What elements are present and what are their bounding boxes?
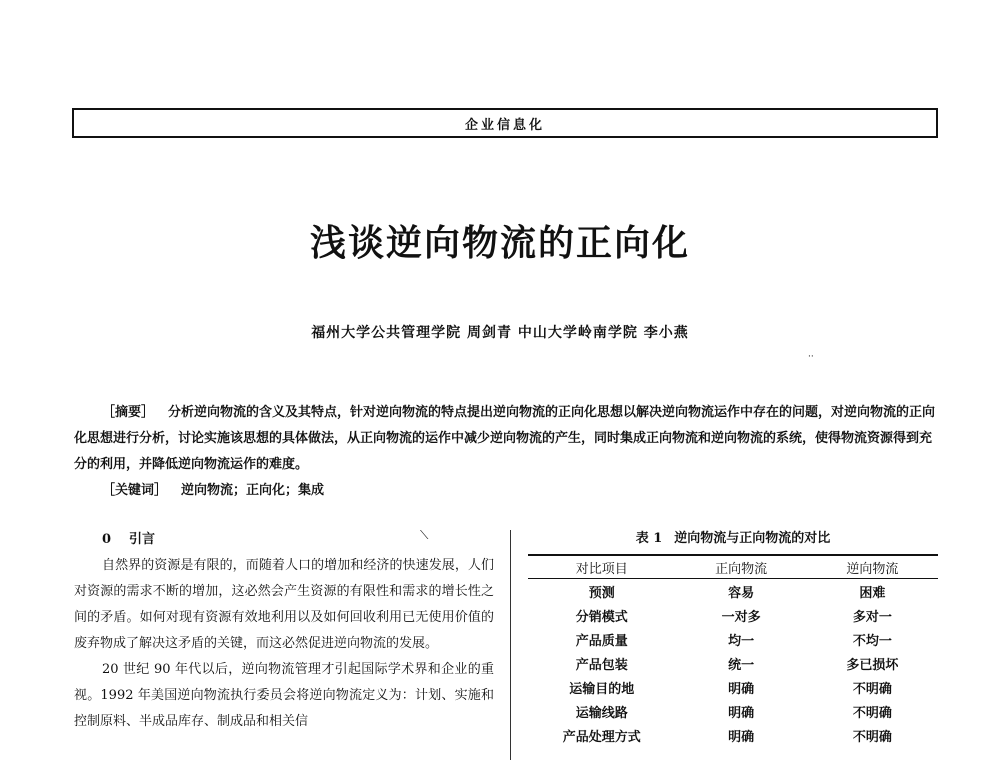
table-cell: 一对多 xyxy=(721,609,761,625)
body-paragraph-2: 20 世纪 90 年代以后，逆向物流管理才引起国际学术界和企业的重视。1992 年美国逆向物流执行委员会将逆向物流定义为：计划、实施和控制原料、半成品库存、制成品和相关信 xyxy=(74,662,494,729)
section-header-box xyxy=(72,108,938,138)
table-cell: 困难 xyxy=(859,585,886,601)
table-number: 表 1 xyxy=(635,531,663,546)
section-header-label: 企业信息化 xyxy=(464,117,545,133)
table-cell: 运输线路 xyxy=(575,705,628,721)
table-cell: 产品处理方式 xyxy=(562,729,641,745)
table-row xyxy=(528,651,938,675)
table-caption xyxy=(528,527,938,546)
table-cell: 不均一 xyxy=(852,633,892,649)
table-header-cell: 正向物流 xyxy=(715,561,768,577)
abstract-label: ［摘要］ xyxy=(102,405,155,420)
table-header-row xyxy=(528,555,938,579)
section-heading xyxy=(74,527,494,553)
table-cell: 产品包装 xyxy=(575,657,628,673)
table-cell: 多已损坏 xyxy=(846,657,899,673)
keywords-line xyxy=(74,478,944,504)
table-row xyxy=(528,579,938,604)
table-cell: 预测 xyxy=(588,585,615,601)
article-title: 浅谈逆向物流的正向化 xyxy=(309,222,690,264)
table-row xyxy=(528,627,938,651)
table-cell: 明确 xyxy=(728,681,755,697)
keywords-label: ［关键词］ xyxy=(102,483,168,498)
body-paragraph-1: 自然界的资源是有限的，而随着人口的增加和经济的快速发展，人们对资源的需求不断的增加，这必然会产生资源的有限性和需求的增长性之间的矛盾。如何对现有资源有效地利用以及如何回收利用已无使用价值的废弃物成了解决这矛盾的关键，而这必然促进逆向物流的发展。 xyxy=(74,558,494,651)
table-caption-text: 逆向物流与正向物流的对比 xyxy=(674,531,831,546)
scan-speck: ⟍ xyxy=(420,528,429,542)
table-header-cell: 对比项目 xyxy=(575,561,628,577)
table-cell: 多对一 xyxy=(852,609,892,625)
table-cell: 统一 xyxy=(728,657,755,673)
table-cell: 容易 xyxy=(728,585,755,601)
table-row xyxy=(528,675,938,699)
table-row xyxy=(528,699,938,723)
table-cell: 产品质量 xyxy=(575,633,628,649)
section-number: 0 xyxy=(102,532,112,547)
body-left-column xyxy=(74,527,494,735)
keywords-text: 逆向物流；正向化；集成 xyxy=(181,483,325,498)
section-title: 引言 xyxy=(129,532,156,547)
abstract-text: 分析逆向物流的含义及其特点，针对逆向物流的特点提出逆向物流的正向化思想以解决逆向物流运作中存在的问题，对逆向物流的正向化思想进行分析，讨论实施该思想的具体做法，从正向物流的运作中减少逆向物流的产生，同时集成正向物流和逆向物流的系统，使得物流资源得到充分的利用，并降低逆向物流运作的难度。 xyxy=(74,405,936,472)
table-row xyxy=(528,603,938,627)
table-row xyxy=(528,723,938,747)
scan-speck: ·· xyxy=(808,352,814,362)
table-cell: 不明确 xyxy=(852,729,892,745)
table-cell: 均一 xyxy=(728,633,755,649)
abstract-paragraph xyxy=(74,400,944,478)
table-cell: 分销模式 xyxy=(575,609,628,625)
article-authors: 福州大学公共管理学院 周剑青 中山大学岭南学院 李小燕 xyxy=(311,325,689,341)
table-cell: 明确 xyxy=(728,729,755,745)
table-cell: 不明确 xyxy=(852,705,892,721)
column-divider xyxy=(510,530,511,760)
table-cell: 运输目的地 xyxy=(569,681,635,697)
table-cell: 不明确 xyxy=(852,681,892,697)
table-header-cell: 逆向物流 xyxy=(846,561,899,577)
comparison-table-block xyxy=(528,527,938,747)
abstract-block xyxy=(74,400,944,504)
table-cell: 明确 xyxy=(728,705,755,721)
comparison-table xyxy=(528,554,938,747)
